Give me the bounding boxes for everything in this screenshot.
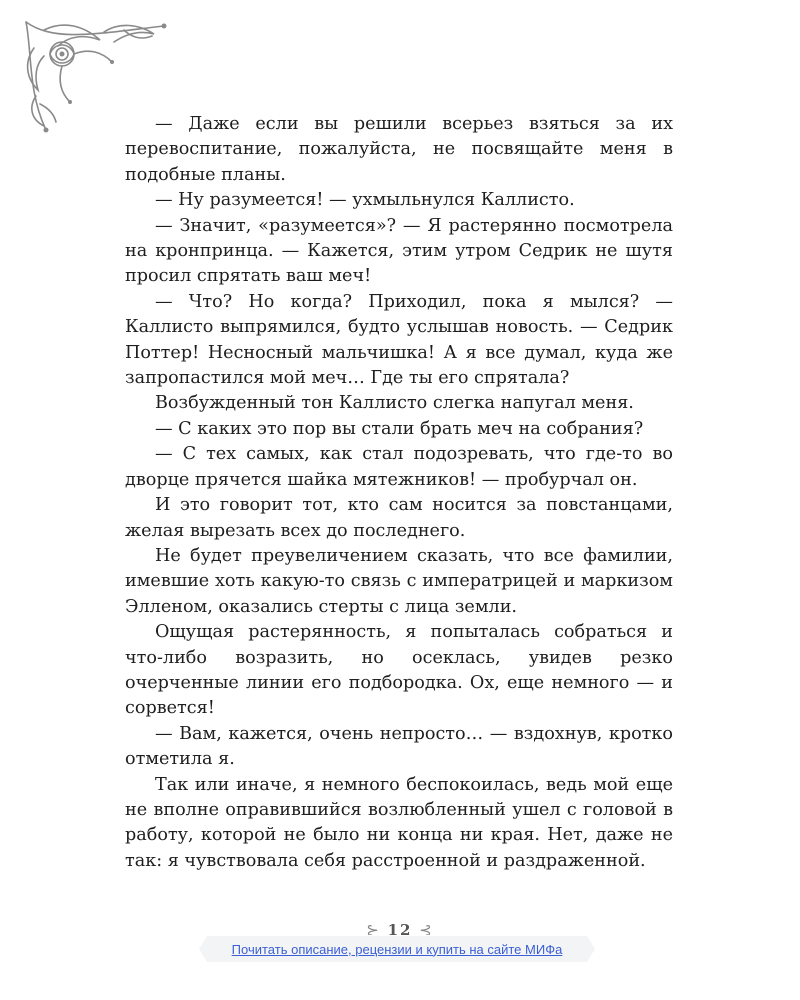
paragraph: — Значит, «разумеется»? — Я растерянно посмотрела на кронпринца. — Кажется, этим утром Седрик не шутя просил спрятать ваш меч! (125, 215, 673, 287)
page-text (125, 112, 673, 874)
paragraph: И это говорит тот, кто сам носится за повстанцами, желая вырезать всех до последнего. (125, 495, 673, 541)
buy-banner (207, 936, 587, 962)
paragraph: Так или иначе, я немного беспокоилась, ведь мой еще не вполне оправившийся возлюбленный ушел с головой в работу, которой не было ни конца ни края. Нет, даже не так: я чувствовала себя расстроенной и раздраженной. (125, 774, 673, 871)
paragraph: — Вам, кажется, очень непросто… — вздохнув, кротко отметила я. (125, 723, 673, 770)
paragraph: Возбужденный тон Каллисто слегка напугал меня. (155, 393, 634, 414)
left-flourish-icon: ⊱ (366, 921, 388, 935)
page-number (0, 921, 800, 935)
paragraph: Не будет преувеличением сказать, что все фамилии, имевшие хоть какую-то связь с императрицей и маркизом Элленом, оказались стерты с лица земли. (125, 545, 673, 617)
paragraph: — Что? Но когда? Приходил, пока я мылся? — Каллисто выпрямился, будто услышав новость. — Седрик Поттер! Несносный мальчишка! А я все думал, куда же запропастился мой меч… Где ты его спрятала? (125, 291, 673, 389)
right-flourish-icon: ⊰ (412, 921, 434, 935)
page-number-value: 12 (387, 921, 413, 935)
paragraph: — С каких это пор вы стали брать меч на собрания? (155, 418, 644, 439)
paragraph: — Ну разумеется! — ухмыльнулся Каллисто. (155, 190, 575, 211)
paragraph: — Даже если вы решили всерьез взяться за их перевоспитание, пожалуйста, не посвящайте меня в подобные планы. (125, 114, 673, 185)
paragraph: Ощущая растерянность, я попыталась собраться и что-либо возразить, но осеклась, увидев резко очерченные линии его подбородка. Ох, еще немного — и сорвется! (125, 622, 673, 719)
buy-book-link[interactable]: Почитать описание, рецензии и купить на сайте МИФа (231, 941, 563, 957)
paragraph: — С тех самых, как стал подозревать, что где-то во дворце прячется шайка мятежников! — пробурчал он. (125, 444, 673, 490)
